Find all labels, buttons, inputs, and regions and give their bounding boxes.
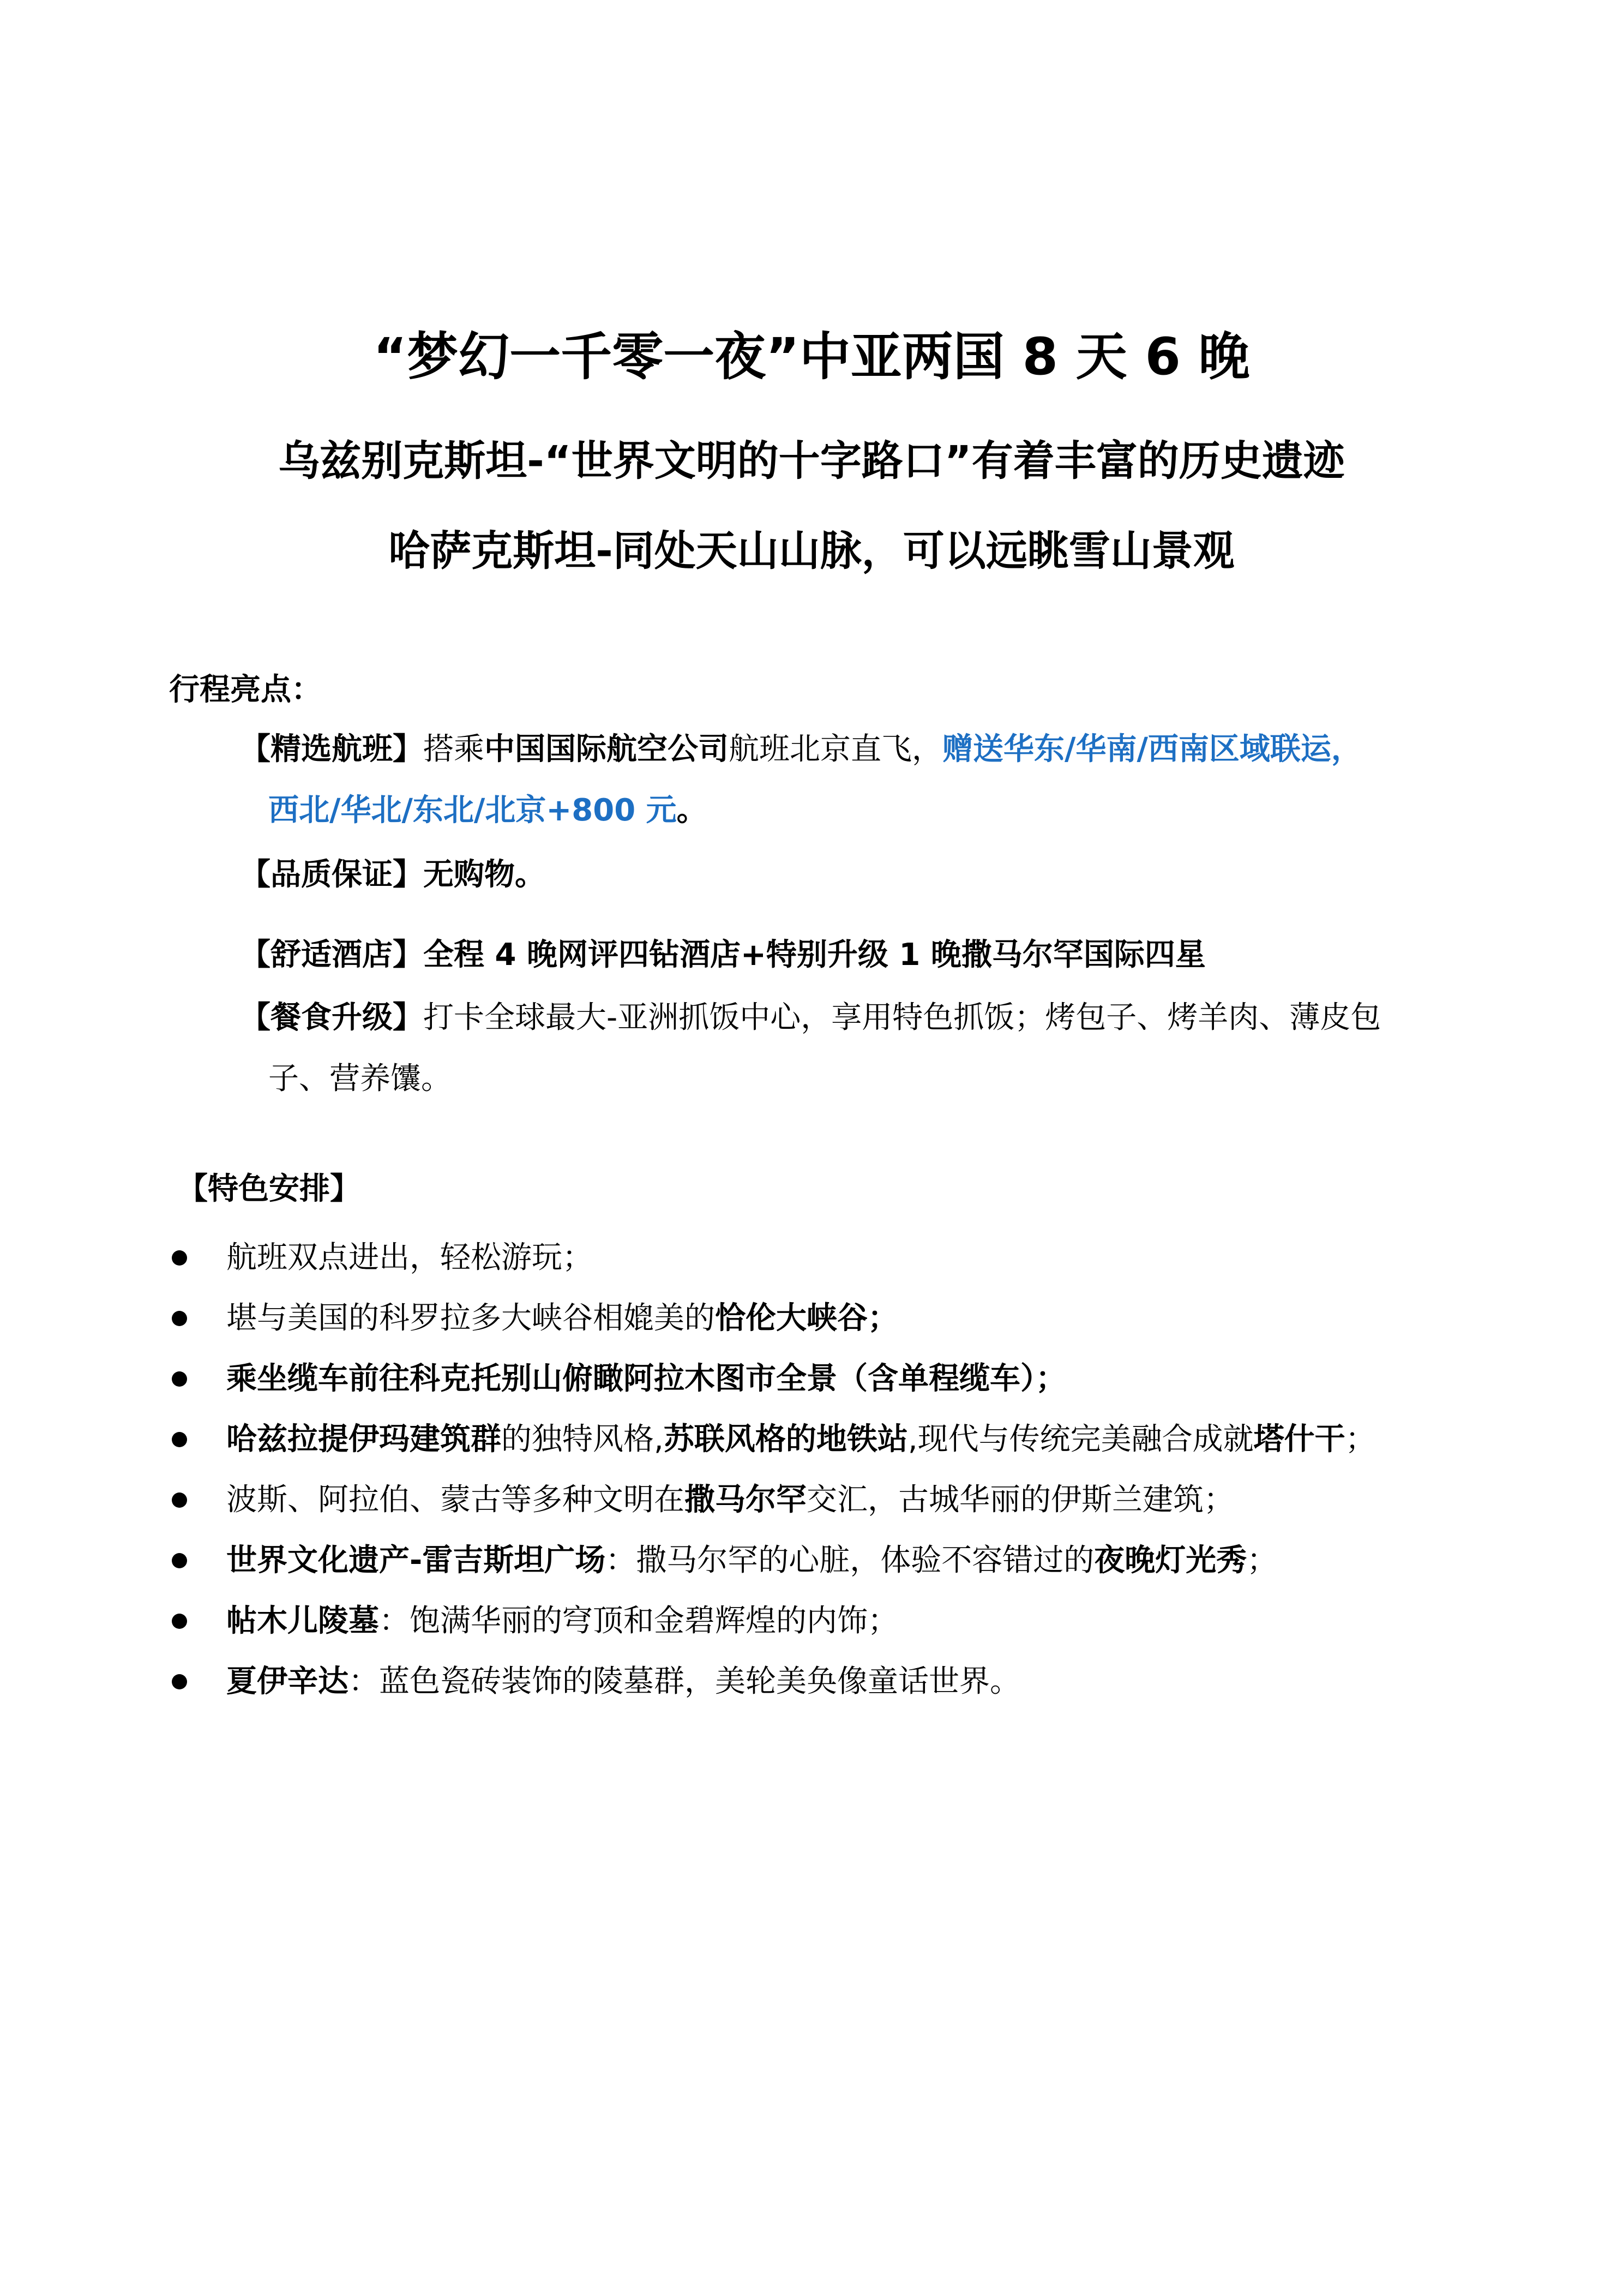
highlight-hotel xyxy=(240,925,1483,986)
item-text: 波斯、阿拉伯、蒙古等多种文明在 xyxy=(226,1482,684,1518)
item-text: ； xyxy=(1247,1543,1278,1578)
item-text: ：饱满华丽的穹顶和金碧辉煌的内饰； xyxy=(379,1603,898,1639)
item-emphasis: 帖木儿陵墓 xyxy=(226,1603,379,1639)
highlight-meal-text-1: 打卡全球最大-亚洲抓饭中心，享用特色抓饭；烤包子、烤羊肉、薄皮包 xyxy=(423,1000,1381,1035)
item-emphasis: 乘坐缆车前往科克托别山俯瞰阿拉木图市全景（含单程缆车）； xyxy=(226,1361,1066,1396)
highlight-flight-label: 【精选航班】 xyxy=(240,732,423,767)
kazakhstan-subtitle: 哈萨克斯坦-同处天山山脉，可以远眺雪山景观 xyxy=(388,526,1235,575)
item-emphasis: 夏伊辛达 xyxy=(226,1664,348,1699)
list-item xyxy=(169,1591,1478,1651)
highlights-heading: 行程亮点： xyxy=(169,672,322,708)
bullet-icon xyxy=(172,1674,187,1689)
item-text: ：撒马尔罕的心脏，体验不容错过的 xyxy=(605,1543,1095,1578)
highlight-meal xyxy=(240,987,1483,1110)
item-text: 堪与美国的科罗拉多大峡谷相媲美的 xyxy=(226,1300,715,1336)
list-item xyxy=(169,1409,1478,1470)
item-text: ：蓝色瓷砖装饰的陵墓群，美轮美奂像童话世界。 xyxy=(348,1664,1020,1699)
item-text: ,现代与传统完美融合成就 xyxy=(907,1422,1254,1457)
item-emphasis: 夜晚灯光秀 xyxy=(1094,1543,1247,1578)
itinerary-title: “梦幻一千零一夜”中亚两国 8 天 6 晚 xyxy=(373,327,1250,387)
special-arrangements-list xyxy=(169,1227,1478,1712)
highlight-flight-airline: 中国国际航空公司 xyxy=(484,732,729,767)
list-item xyxy=(169,1288,1478,1348)
bullet-icon xyxy=(172,1492,187,1508)
highlight-hotel-text: 全程 4 晚网评四钻酒店+特别升级 1 晚撒马尔罕国际四星 xyxy=(423,937,1206,973)
item-emphasis: 撒马尔罕 xyxy=(684,1482,807,1518)
item-emphasis: 塔什干 xyxy=(1253,1422,1345,1457)
item-emphasis: 哈兹拉提伊玛建筑群 xyxy=(226,1422,501,1457)
bullet-icon xyxy=(172,1250,187,1266)
highlight-hotel-label: 【舒适酒店】 xyxy=(240,937,423,973)
item-emphasis: 恰伦大峡谷； xyxy=(715,1300,898,1336)
highlight-flight xyxy=(240,719,1483,841)
highlight-flight-line2 xyxy=(240,780,1483,841)
highlight-flight-line1 xyxy=(240,719,1483,780)
item-text: ； xyxy=(1345,1422,1376,1457)
bullet-icon xyxy=(172,1311,187,1326)
highlight-quality-text: 无购物。 xyxy=(423,857,545,892)
special-arrangements-heading: 【特色安排】 xyxy=(177,1171,360,1207)
item-emphasis: 世界文化遗产-雷吉斯坦广场 xyxy=(226,1543,606,1578)
item-text: 交汇，古城华丽的伊斯兰建筑； xyxy=(807,1482,1234,1518)
bullet-icon xyxy=(172,1553,187,1568)
bullet-icon xyxy=(172,1371,187,1387)
highlight-flight-text-1: 搭乘 xyxy=(423,732,484,767)
bullet-icon xyxy=(172,1614,187,1629)
highlight-quality xyxy=(240,844,1483,906)
highlight-meal-line1 xyxy=(240,987,1483,1048)
highlight-meal-line2: 子、营养馕。 xyxy=(268,1061,452,1096)
highlight-flight-text-2: 航班北京直飞， xyxy=(729,732,942,767)
highlight-flight-surcharge: 西北/华北/东北/北京+800 元 xyxy=(268,793,677,828)
list-item xyxy=(169,1470,1478,1530)
list-item xyxy=(169,1530,1478,1591)
item-text: 的独特风格, xyxy=(501,1422,664,1457)
highlight-flight-end: 。 xyxy=(676,793,707,828)
bullet-icon xyxy=(172,1432,187,1447)
list-item xyxy=(169,1348,1478,1409)
highlight-quality-label: 【品质保证】 xyxy=(240,857,423,892)
item-text: 航班双点进出，轻松游玩； xyxy=(226,1240,593,1275)
highlight-meal-label: 【餐食升级】 xyxy=(240,1000,423,1035)
highlight-flight-connection-offer: 赠送华东/华南/西南区域联运， xyxy=(942,732,1362,767)
item-emphasis: 苏联风格的地铁站 xyxy=(663,1422,908,1457)
list-item xyxy=(169,1651,1478,1712)
list-item xyxy=(169,1227,1478,1288)
uzbekistan-subtitle: 乌兹别克斯坦-“世界文明的十字路口”有着丰富的历史遗迹 xyxy=(278,436,1345,485)
